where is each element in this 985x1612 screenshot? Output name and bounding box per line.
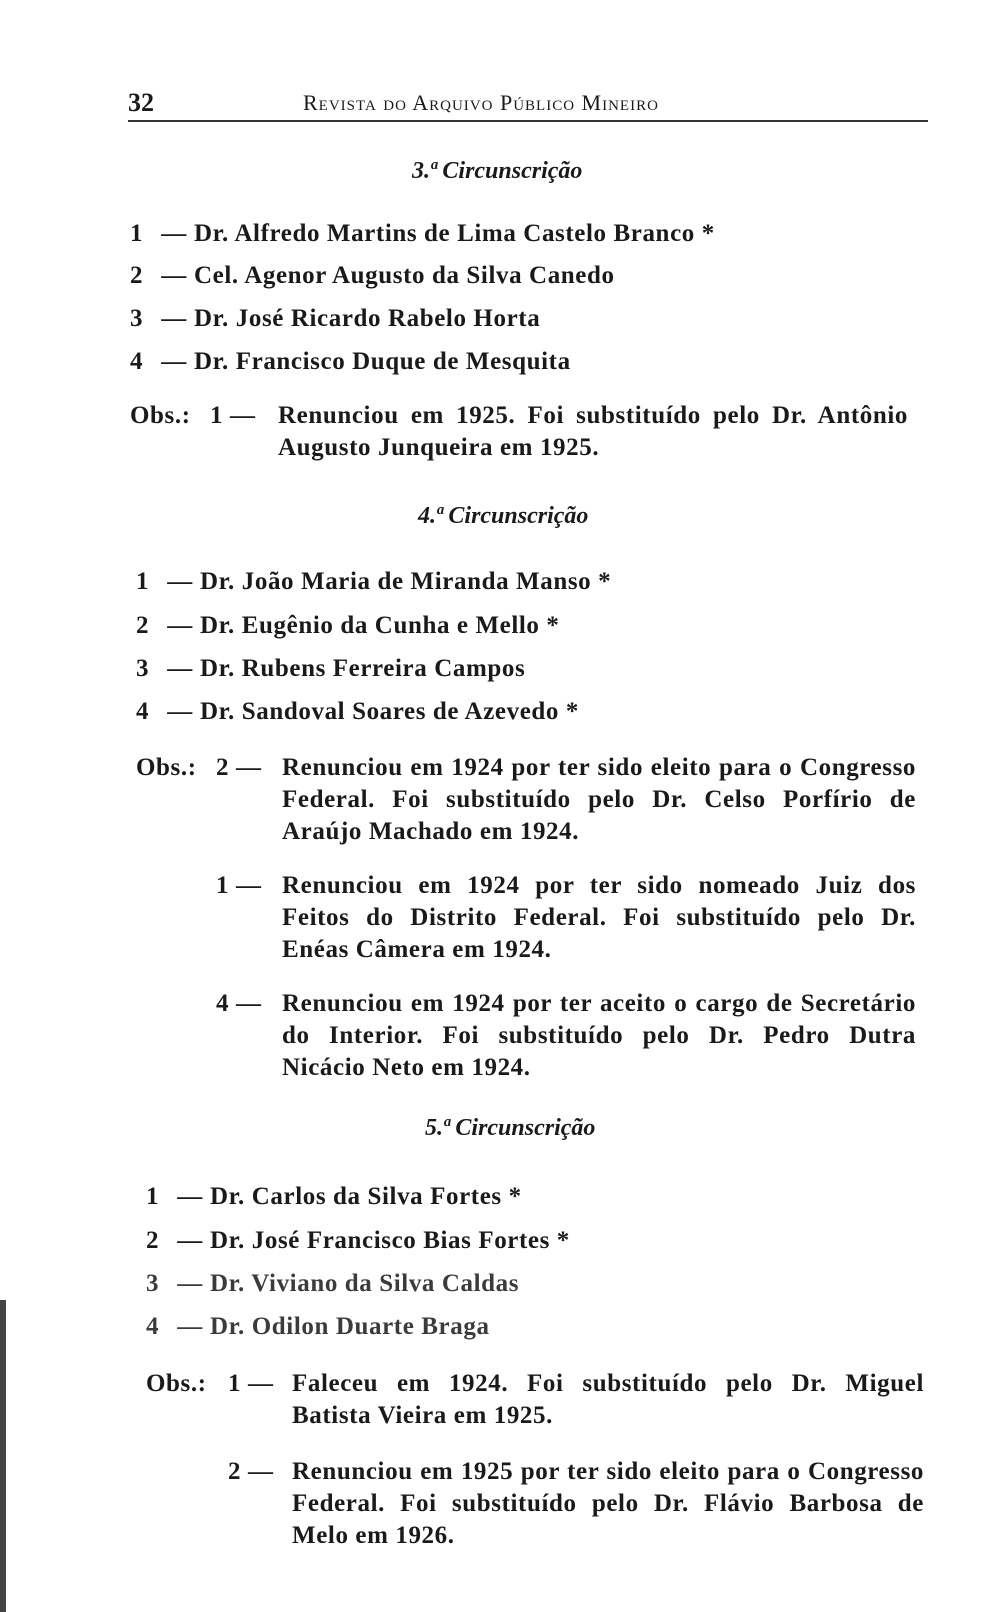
item-number: 1 xyxy=(130,220,144,247)
dash: — xyxy=(167,568,193,595)
obs-label: Obs.: xyxy=(146,1370,207,1397)
member-name: Cel. Agenor Augusto da Silva Canedo xyxy=(194,262,615,289)
member-name: Dr. Rubens Ferreira Campos xyxy=(200,655,526,682)
obs-number: 1 — xyxy=(228,1370,274,1397)
obs-number: 1 — xyxy=(210,402,256,429)
list-item xyxy=(146,1183,522,1211)
member-name: Dr. Odilon Duarte Braga xyxy=(210,1313,490,1340)
item-number: 3 xyxy=(146,1270,160,1297)
obs-text: Renunciou em 1924 por ter sido nomeado Juiz dos Feitos do Distrito Federal. Foi substituído pelo Dr. Enéas Câmera em 1924. xyxy=(282,872,916,963)
observation-note xyxy=(130,400,910,470)
list-item xyxy=(146,1313,490,1341)
list-item xyxy=(130,348,571,376)
item-number: 2 xyxy=(130,262,144,289)
dash: — xyxy=(161,348,187,375)
member-name: Dr. Sandoval Soares de Azevedo * xyxy=(200,698,579,725)
list-item xyxy=(130,305,540,333)
member-name: Dr. João Maria de Miranda Manso * xyxy=(200,568,612,595)
list-item xyxy=(146,1270,519,1298)
member-name: Dr. Alfredo Martins de Lima Castelo Branco * xyxy=(194,220,715,247)
dash: — xyxy=(167,612,193,639)
section-title-5: 5.ª Circunscrição xyxy=(425,1115,596,1141)
journal-title: Revista do Arquivo Público Mineiro xyxy=(303,90,659,115)
list-item xyxy=(136,655,525,683)
list-item xyxy=(130,220,715,248)
observation-note xyxy=(136,988,916,1088)
page-number: 32 xyxy=(128,88,154,117)
dash: — xyxy=(177,1183,203,1210)
dash: — xyxy=(167,698,193,725)
obs-text: Faleceu em 1924. Foi substituído pelo Dr. Miguel Batista Vieira em 1925. xyxy=(292,1370,924,1429)
obs-text: Renunciou em 1924 por ter sido eleito para o Congresso Federal. Foi substituído pelo Dr. Celso Porfírio de Araújo Machado em 1924. xyxy=(282,754,916,845)
item-number: 4 xyxy=(130,348,144,375)
dash: — xyxy=(177,1313,203,1340)
obs-number: 1 — xyxy=(216,872,262,899)
header-rule xyxy=(128,120,928,122)
list-item xyxy=(146,1227,570,1255)
observation-note xyxy=(136,752,916,852)
list-item xyxy=(136,568,611,596)
item-number: 2 xyxy=(146,1227,160,1254)
item-number: 4 xyxy=(136,698,150,725)
running-head xyxy=(128,88,928,124)
obs-number: 2 — xyxy=(228,1458,274,1485)
item-number: 1 xyxy=(136,568,150,595)
member-name: Dr. José Ricardo Rabelo Horta xyxy=(194,305,541,332)
obs-label: Obs.: xyxy=(130,402,191,429)
dash: — xyxy=(177,1227,203,1254)
obs-number: 2 — xyxy=(216,754,262,781)
member-name: Dr. Francisco Duque de Mesquita xyxy=(194,348,571,375)
item-number: 3 xyxy=(130,305,144,332)
obs-number: 4 — xyxy=(216,990,262,1017)
member-name: Dr. Viviano da Silva Caldas xyxy=(210,1270,520,1297)
item-number: 4 xyxy=(146,1313,160,1340)
list-item xyxy=(136,612,559,640)
dash: — xyxy=(177,1270,203,1297)
item-number: 3 xyxy=(136,655,150,682)
member-name: Dr. Carlos da Silva Fortes * xyxy=(210,1183,522,1210)
list-item xyxy=(136,698,579,726)
observation-note xyxy=(146,1456,924,1556)
dash: — xyxy=(161,220,187,247)
obs-text: Renunciou em 1925 por ter sido eleito para o Congresso Federal. Foi substituído pelo Dr. Flávio Barbosa de Melo em 1926. xyxy=(292,1458,924,1549)
observation-note xyxy=(146,1368,924,1438)
member-name: Dr. José Francisco Bias Fortes * xyxy=(210,1227,570,1254)
observation-note xyxy=(136,870,916,970)
item-number: 1 xyxy=(146,1183,160,1210)
member-name: Dr. Eugênio da Cunha e Mello * xyxy=(200,612,560,639)
page-edge-shadow xyxy=(0,1300,6,1612)
dash: — xyxy=(161,305,187,332)
obs-label: Obs.: xyxy=(136,754,197,781)
obs-text: Renunciou em 1925. Foi substituído pelo Dr. Antônio Augusto Junqueira em 1925. xyxy=(278,402,908,461)
dash: — xyxy=(167,655,193,682)
list-item xyxy=(130,262,615,290)
section-title-4: 4.ª Circunscrição xyxy=(418,503,589,529)
dash: — xyxy=(161,262,187,289)
item-number: 2 xyxy=(136,612,150,639)
section-title-3: 3.ª Circunscrição xyxy=(412,158,583,184)
obs-text: Renunciou em 1924 por ter aceito o cargo de Secretário do Interior. Foi substituído pelo Dr. Pedro Dutra Nicácio Neto em 1924. xyxy=(282,990,916,1081)
